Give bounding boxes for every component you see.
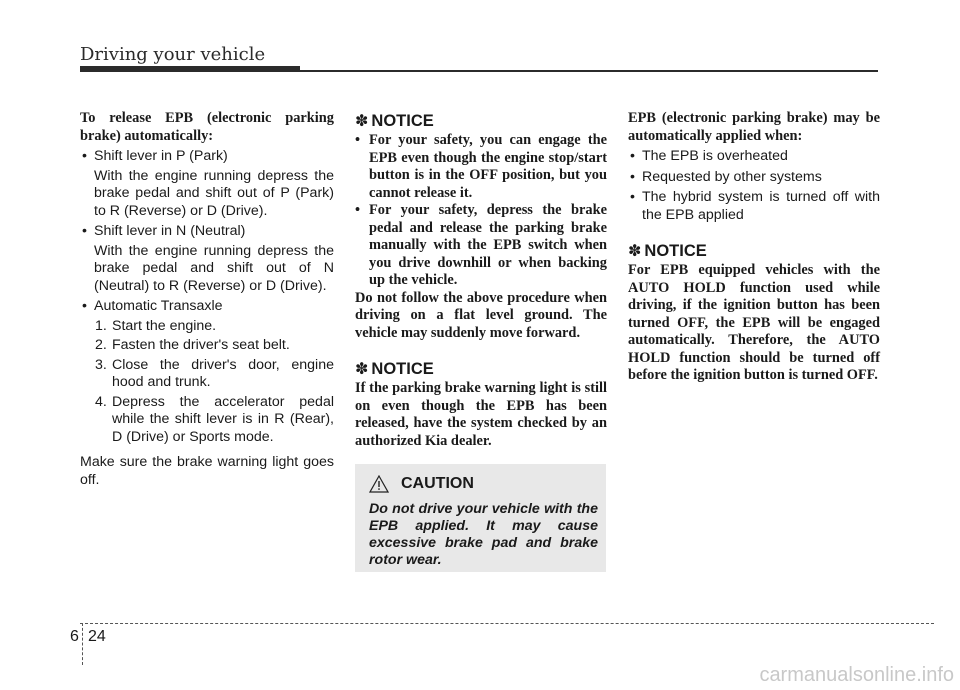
column-auto-apply [628,110,880,385]
watermark: carmanualsonline.info [759,664,954,686]
list-item-shift-park [80,148,334,166]
list-item: • The hybrid system is turned off with the EPB applied [628,189,880,224]
list-item-detail: With the engine running depress the brake pedal and shift out of N (Neutral) to R (Reverse) or D (Drive). [94,242,334,294]
caution-title: CAUTION [401,475,474,492]
column-release-epb [80,110,334,489]
notice-text: For EPB equipped vehicles with the AUTO HOLD function used while driving, if the ignition button has been turned OFF, the EPB will be engaged automatically. Therefore, the AUTO HOLD function should be turned off before the ignition button is turned OFF. [628,262,880,383]
caution-box [355,464,606,572]
list-item-automatic-transaxle [80,298,334,316]
notice-text: Do not follow the above procedure when driving on a flat level ground. The vehicle may suddenly move forward. [355,289,607,341]
notice-title: NOTICE [371,360,434,378]
notice-heading [355,110,607,132]
chapter-number: 6 [70,628,79,645]
step-text: Start the engine. [112,317,217,334]
notice-star-icon: ✽ [355,359,369,378]
notice-star-icon: ✽ [628,241,642,260]
step-item [80,357,334,392]
warning-triangle-icon [369,475,389,493]
step-number: 4. [95,393,107,410]
notice-title: NOTICE [644,242,707,260]
notice-heading [628,240,880,262]
auto-apply-heading: EPB (electronic parking brake) may be automatically applied when: [628,110,880,144]
notice-title: NOTICE [371,112,434,130]
list-item-label: Shift lever in P (Park) [94,148,228,164]
footer-vertical-rule [82,623,83,665]
list-item: • The EPB is overheated [628,148,880,166]
notice-bullet: • For your safety, depress the brake pedal and release the parking brake manually with the EPB switch when you drive downhill or when backing up the vehicle. [355,202,607,290]
step-number: 2. [95,337,107,353]
caution-text: Do not drive your vehicle with the EPB applied. It may cause excessive brake pad and brake rotor wear. [369,501,598,568]
footer-rule [80,623,934,624]
step-text: Close the driver's door, engine hood and trunk. [112,356,334,390]
step-item [80,318,334,336]
header-rule-thick [80,66,300,72]
list-item: • Requested by other systems [628,169,880,187]
page-header-title: Driving your vehicle [80,44,266,65]
notice-bullet: • For your safety, you can engage the EPB even though the engine stop/start button is in the OFF position, but you cannot release it. [355,132,607,202]
step-number: 3. [95,356,107,373]
notice-text: If the parking brake warning light is still on even though the EPB has been released, have the system checked by an authorized Kia dealer. [355,380,607,449]
step-item [80,394,334,447]
list-item-detail: With the engine running depress the brake pedal and shift out of P (Park) to R (Reverse) or D (Drive). [94,167,334,219]
column-notices [355,110,607,450]
step-number: 1. [95,317,107,334]
step-item [80,337,334,355]
caution-header [369,474,598,498]
closing-text: Make sure the brake warning light goes off. [80,454,334,488]
page-number: 24 [88,628,106,645]
step-text: Fasten the driver's seat belt. [112,337,290,353]
notice-star-icon: ✽ [355,111,369,130]
release-epb-heading: To release EPB (electronic parking brake) automatically: [80,110,334,144]
header-rule-thin [300,70,878,72]
step-text: Depress the accelerator pedal while the shift lever is in R (Rear), D (Drive) or Sports mode. [112,393,334,445]
list-item-label: Automatic Transaxle [94,298,223,314]
notice-heading [355,358,607,380]
list-item-label: Shift lever in N (Neutral) [94,223,246,239]
list-item-shift-neutral [80,223,334,241]
